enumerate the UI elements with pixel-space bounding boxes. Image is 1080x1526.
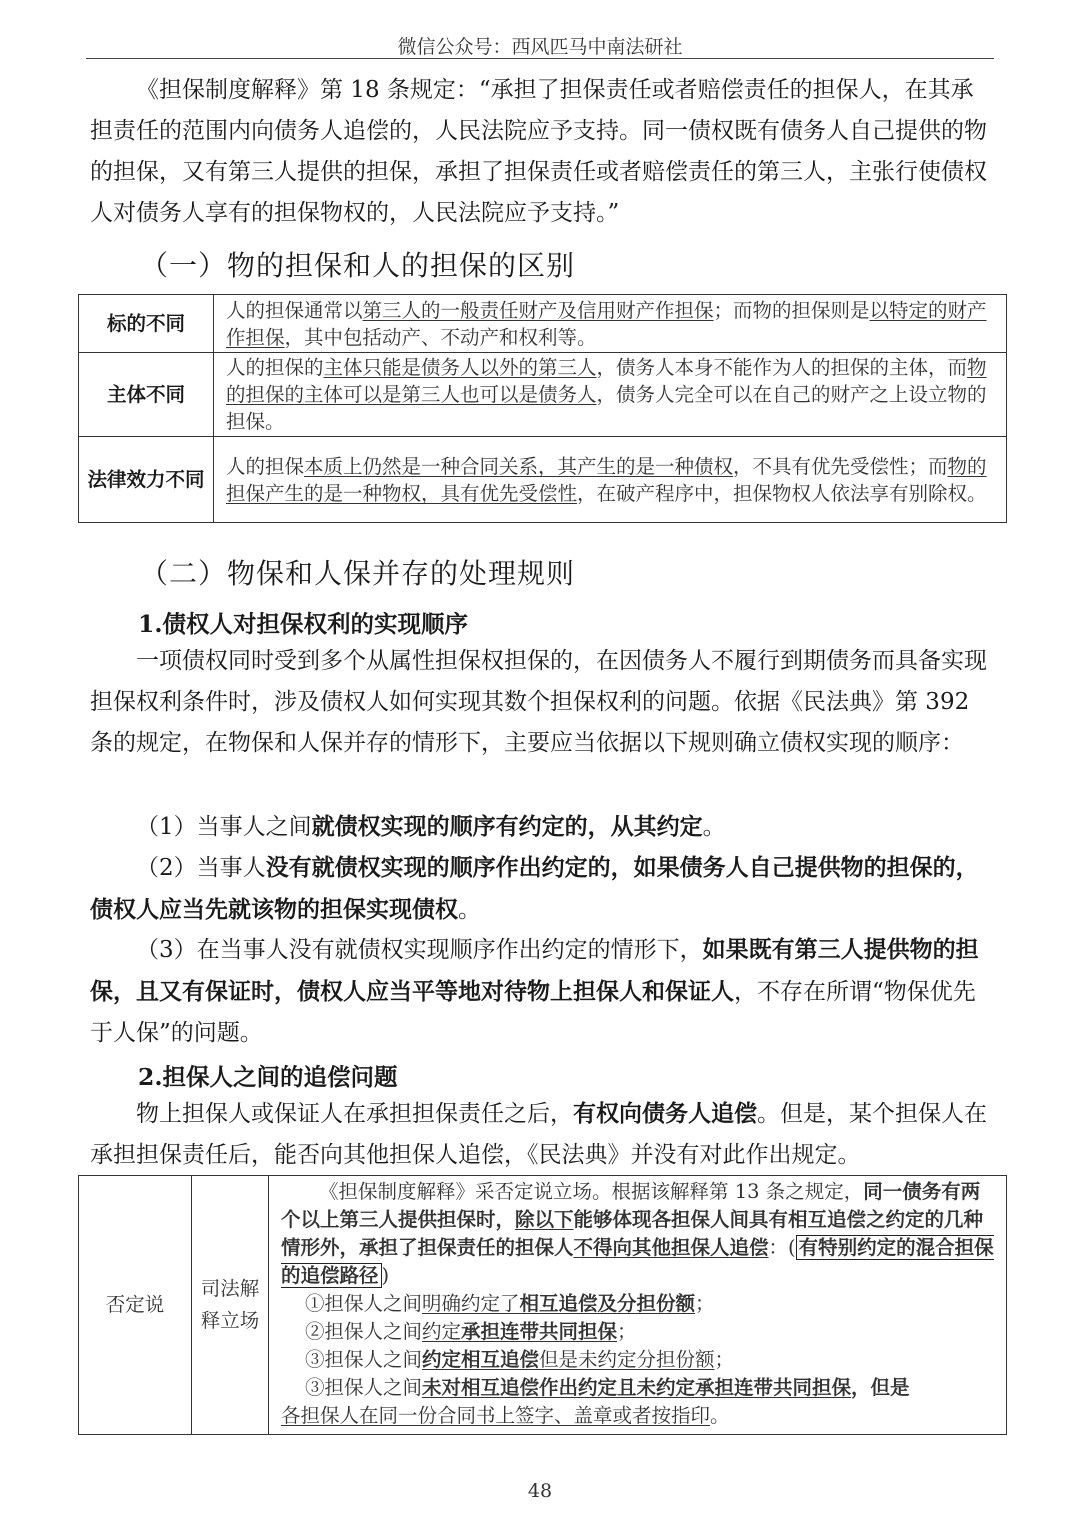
rule-2: （2）当事人没有就债权实现的顺序作出约定的，如果债务人自己提供物的担保的，债权人应当先就该物的担保实现债权。 — [90, 854, 979, 923]
comparison-table — [78, 294, 1007, 523]
row-value: 人的担保本质上仍然是一种合同关系，其产生的是一种债权，不具有优先受偿性；而物的担保产生的是一种物权，具有优先受偿性，在破产程序中，担保物权人依法享有别除权。 — [214, 437, 1007, 523]
explanation-text: 《担保制度解释》采否定说立场。根据该解释第 13 条之规定，同一债务有两个以上第三人提供担保时，除以下能够体现各担保人间具有相互追偿之约定的几种情形外，承担了担保责任的担保人不得向其他担保人追偿：( 有特别约定的混合担保的追偿路径 ) — [281, 1180, 994, 1287]
section-2-title: （二）物保和人保并存的处理规则 — [140, 557, 576, 590]
intro-paragraph: 《担保制度解释》第 18 条规定：“承担了担保责任或者赔偿责任的担保人，在其承担责任的范围内向债务人追偿的，人民法院应予支持。同一债权既有债务人自己提供的物的担保，又有第三人提供的担保，承担了担保责任或者赔偿责任的第三人，主张行使债权人对债务人享有的担保物权的，人民法院应予支持。” — [90, 77, 987, 226]
note-box: 有特别约定的混合担保的追偿路径 — [281, 1236, 994, 1287]
subsection-1-title: 1.债权人对担保权利的实现顺序 — [138, 610, 469, 638]
position-cell: 司法解释立场 — [192, 1176, 269, 1435]
page-header: 微信公众号：西风匹马中南法研社 — [397, 36, 683, 58]
table-row — [79, 437, 1007, 523]
row-value: 人的担保通常以第三人的一般责任财产及信用财产作担保；而物的担保则是以特定的财产作担保，其中包括动产、不动产和权利等。 — [214, 295, 1007, 353]
row-key: 法律效力不同 — [79, 437, 214, 523]
table-row — [79, 353, 1007, 437]
row-value: 人的担保的主体只能是债务人以外的第三人，债务人本身不能作为人的担保的主体，而物的担保的主体可以是第三人也可以是债务人，债务人完全可以在自己的财产之上设立物的担保。 — [214, 353, 1007, 437]
subsection-2-title: 2.担保人之间的追偿问题 — [138, 1063, 398, 1091]
header-divider — [86, 58, 994, 59]
order-paragraph: 一项债权同时受到多个从属性担保权担保的，在因债务人不履行到期债务而具备实现担保权利条件时，涉及债权人如何实现其数个担保权利的问题。依据《民法典》第 392 条的规定，在物保和人保并存的情形下，主要应当依据以下规则确立债权实现的顺序： — [90, 648, 987, 756]
list-item: ③担保人之间未对相互追偿作出约定且未约定承担连带共同担保，但是 — [305, 1376, 910, 1399]
recourse-table — [78, 1175, 1007, 1435]
rule-1: （1）当事人之间就债权实现的顺序有约定的，从其约定。 — [136, 813, 726, 840]
explanation-cell — [269, 1176, 1007, 1435]
rule-3: （3）在当事人没有就债权实现顺序作出约定的情形下，如果既有第三人提供物的担保，且又有保证时，债权人应当平等地对待物上担保人和保证人，不存在所谓“物保优先于人保”的问题。 — [90, 936, 979, 1046]
list-item-continuation: 各担保人在同一份合同书上签字、盖章或者按指印。 — [281, 1404, 730, 1427]
list-item: ②担保人之间约定承担连带共同担保； — [305, 1320, 637, 1343]
section-1-title: （一）物的担保和人的担保的区别 — [140, 249, 576, 282]
table-row — [79, 295, 1007, 353]
recourse-paragraph: 物上担保人或保证人在承担担保责任之后，有权向债务人追偿。但是，某个担保人在承担担保责任后，能否向其他担保人追偿，《民法典》并没有对此作出规定。 — [90, 1100, 987, 1168]
list-item: ③担保人之间约定相互追偿但是未约定分担份额； — [305, 1348, 735, 1371]
page-number: 48 — [527, 1480, 553, 1502]
row-key: 主体不同 — [79, 353, 214, 437]
list-item: ①担保人之间明确约定了相互追偿及分担份额； — [305, 1292, 715, 1315]
theory-cell: 否定说 — [79, 1176, 192, 1435]
row-key: 标的不同 — [79, 295, 214, 353]
table-row — [79, 1176, 1007, 1435]
